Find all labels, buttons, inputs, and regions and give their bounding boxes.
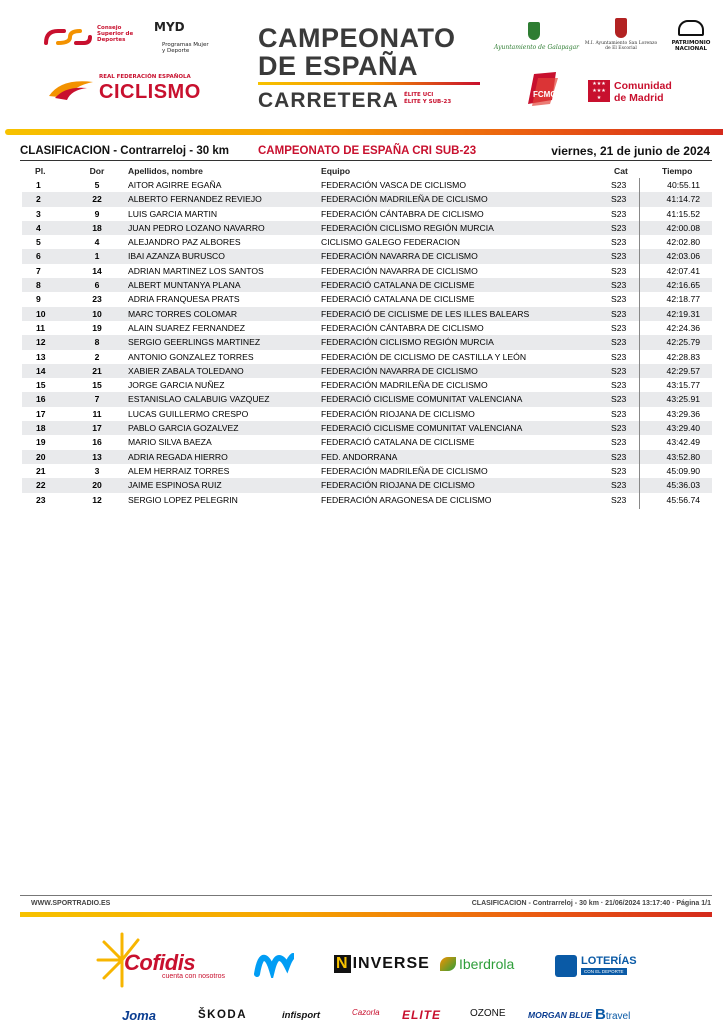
rider-bib: 8: [94, 337, 100, 348]
rider-bib: 2: [94, 351, 100, 362]
footer-divider: [20, 895, 712, 896]
rider-category: S23: [611, 351, 627, 362]
sponsor-cazorla: Cazorla: [352, 1008, 380, 1017]
rider-time: 42:29.57: [666, 365, 700, 376]
rider-team: FEDERACIÓN VASCA DE CICLISMO: [321, 180, 467, 190]
patrimonio-logo: [666, 20, 716, 60]
rider-team: FEDERACIÓN NAVARRA DE CICLISMO: [321, 265, 478, 276]
rider-time: 42:02.80: [666, 237, 700, 248]
rider-time: 43:42.49: [666, 437, 700, 448]
results-table: [22, 164, 712, 507]
escorial-crest-icon: [615, 18, 627, 38]
rider-time: 43:25.91: [666, 394, 700, 405]
sponsor-inverse: [334, 955, 430, 973]
rider-name: IBAI AZANZA BURUSCO: [128, 251, 225, 262]
table-row: [22, 464, 712, 478]
rider-bib: 12: [92, 494, 102, 505]
rider-team: FEDERACIÓ CATALANA DE CICLISME: [321, 280, 475, 291]
rider-bib: 4: [94, 237, 100, 248]
rider-position: 12: [36, 337, 46, 348]
table-row: [22, 350, 712, 364]
rider-team: FEDERACIÓN RIOJANA DE CICLISMO: [321, 480, 475, 491]
rider-category: S23: [611, 365, 627, 376]
table-row: [22, 335, 712, 349]
rider-bib: 1: [94, 251, 100, 262]
rider-bib: 9: [94, 208, 100, 219]
rider-category: S23: [611, 451, 627, 462]
table-row: [22, 478, 712, 492]
rider-team: CICLISMO GALEGO FEDERACION: [321, 237, 460, 248]
rider-team: FEDERACIÓ DE CICLISME DE LES ILLES BALEARS: [321, 308, 530, 319]
rider-category: S23: [611, 322, 627, 333]
rider-category: S23: [611, 294, 627, 305]
sponsor-morgan-blue: MORGAN BLUE: [528, 1010, 593, 1020]
myd-mark: MYD: [154, 20, 185, 34]
loterias-name: LOTERÍAS: [581, 955, 637, 967]
rider-time: 45:56.74: [666, 494, 700, 505]
table-row: [22, 378, 712, 392]
rider-name: ALEJANDRO PAZ ALBORES: [128, 237, 241, 248]
table-row: [22, 192, 712, 206]
rider-time: 42:16.65: [666, 280, 700, 291]
race-date: viernes, 21 de junio de 2024: [551, 144, 710, 158]
csd-logo-icon: [42, 25, 92, 49]
galapagar-logo: [494, 22, 580, 60]
sponsor-infisport: infisport: [282, 1010, 320, 1021]
rider-time: 42:28.83: [666, 351, 700, 362]
rider-category: S23: [611, 480, 627, 491]
rider-team: FEDERACIÓN CICLISMO REGIÓN MURCIA: [321, 337, 494, 348]
rider-team: FEDERACIÓN MADRILEÑA DE CICLISMO: [321, 194, 488, 205]
rider-time: 43:29.36: [666, 408, 700, 419]
galapagar-logo-text: Ayuntamiento de Galapagar: [494, 44, 580, 51]
rider-bib: 6: [94, 280, 100, 291]
category-time-separator: [639, 178, 640, 509]
rider-bib: 15: [92, 380, 102, 391]
rider-team: FEDERACIÓN DE CICLISMO DE CASTILLA Y LEÓN: [321, 351, 527, 362]
cofidis-name: Cofidis: [124, 950, 196, 975]
rider-position: 1: [36, 180, 41, 190]
rider-bib: 19: [92, 322, 102, 333]
rider-bib: 10: [92, 308, 102, 319]
table-header-row: [22, 164, 712, 178]
title-divider: [20, 160, 712, 161]
comunidad-madrid-logo: [588, 78, 688, 106]
rider-category: S23: [611, 194, 627, 205]
rider-bib: 23: [92, 294, 102, 305]
inverse-name: INVERSE: [352, 955, 430, 972]
rider-position: 21: [36, 465, 46, 476]
rider-position: 15: [36, 380, 46, 391]
table-row: [22, 292, 712, 306]
sponsor-skoda: ŠKODA: [198, 1009, 248, 1021]
event-title-divider: [258, 82, 480, 85]
sponsor-joma: Joma: [122, 1008, 156, 1023]
table-row: [22, 264, 712, 278]
table-body: [22, 178, 712, 507]
rider-team: FEDERACIÓN MADRILEÑA DE CICLISMO: [321, 465, 488, 476]
header-bib: Dor: [89, 166, 105, 176]
rider-position: 8: [36, 280, 41, 291]
crown-icon: [678, 20, 704, 36]
rider-team: FEDERACIÓN MADRILEÑA DE CICLISMO: [321, 380, 488, 391]
iberdrola-leaf-icon: [440, 957, 456, 971]
rider-name: JUAN PEDRO LOZANO NAVARRO: [128, 222, 265, 233]
rider-position: 20: [36, 451, 46, 462]
rider-bib: 22: [92, 194, 102, 205]
header-color-stripe: [5, 129, 723, 135]
rider-bib: 5: [94, 180, 100, 190]
btravel-name: travel: [605, 1011, 631, 1022]
rider-team: FEDERACIÓ CICLISME COMUNITAT VALENCIANA: [321, 394, 523, 405]
rider-position: 7: [36, 265, 41, 276]
rider-category: S23: [611, 265, 627, 276]
rider-category: S23: [611, 251, 627, 262]
fcmc-logo: [522, 70, 562, 108]
championship-title: CAMPEONATO DE ESPAÑA CRI SUB-23: [258, 145, 477, 157]
rider-category: S23: [611, 465, 627, 476]
sponsor-movistar-logo: [254, 952, 294, 978]
rfec-logo-title: CICLISMO: [99, 81, 201, 103]
rider-team: FEDERACIÓN NAVARRA DE CICLISMO: [321, 251, 478, 262]
event-title-line1: CAMPEONATO: [258, 23, 456, 53]
table-row: [22, 493, 712, 507]
rider-position: 10: [36, 308, 46, 319]
page-header: [0, 0, 723, 128]
escorial-logo-text: M.I. Ayuntamiento San Lorenzo de El Escorial: [584, 41, 658, 51]
patrimonio-logo-line2: NACIONAL: [675, 46, 707, 52]
rider-position: 17: [36, 408, 46, 419]
rider-time: 45:36.03: [666, 480, 700, 491]
rider-name: ALAIN SUAREZ FERNANDEZ: [128, 322, 245, 333]
cycling-wings-icon: [47, 76, 95, 102]
rider-team: FEDERACIÓN ARAGONESA DE CICLISMO: [321, 494, 492, 505]
myd-logo-text: Programas Mujer y Deporte: [162, 42, 209, 54]
rider-time: 43:29.40: [666, 423, 700, 434]
table-row: [22, 450, 712, 464]
rider-bib: 13: [92, 451, 102, 462]
rider-name: LUCAS GUILLERMO CRESPO: [128, 408, 249, 419]
rider-category: S23: [611, 380, 627, 391]
rider-name: JORGE GARCIA NUÑEZ: [128, 380, 225, 391]
rider-category: S23: [611, 394, 627, 405]
rider-name: PABLO GARCIA GOZALVEZ: [128, 423, 239, 434]
rider-name: AITOR AGIRRE EGAÑA: [128, 180, 222, 190]
rider-position: 19: [36, 437, 46, 448]
rider-name: ANTONIO GONZALEZ TORRES: [128, 351, 254, 362]
rider-name: ADRIA REGADA HIERRO: [128, 451, 228, 462]
sponsor-loterias: [555, 955, 641, 979]
rider-team: FEDERACIÓ CICLISME COMUNITAT VALENCIANA: [321, 423, 523, 434]
rider-name: ALBERT MUNTANYA PLANA: [128, 280, 241, 291]
rider-time: 41:14.72: [666, 194, 700, 205]
table-row: [22, 249, 712, 263]
rider-bib: 7: [94, 394, 100, 405]
rider-name: SERGIO LOPEZ PELEGRIN: [128, 494, 238, 505]
table-row: [22, 392, 712, 406]
galapagar-crest-icon: [528, 22, 540, 40]
madrid-logo-line2: de Madrid: [614, 92, 664, 104]
rider-category: S23: [611, 423, 627, 434]
rider-category: S23: [611, 180, 627, 190]
inverse-mark: N: [336, 955, 349, 972]
rider-name: ALEM HERRAIZ TORRES: [128, 465, 230, 476]
table-row: [22, 321, 712, 335]
rider-name: JAIME ESPINOSA RUIZ: [128, 480, 222, 491]
rider-category: S23: [611, 408, 627, 419]
rider-name: SERGIO GEERLINGS MARTINEZ: [128, 337, 261, 348]
table-row: [22, 207, 712, 221]
rider-position: 5: [36, 237, 41, 248]
rider-team: FEDERACIÓN CICLISMO REGIÓN MURCIA: [321, 222, 494, 233]
csd-logo: [42, 22, 142, 52]
sponsor-btravel: [595, 1006, 630, 1023]
rider-position: 22: [36, 480, 46, 491]
rider-bib: 17: [92, 423, 102, 434]
rider-team: FEDERACIÓN CÁNTABRA DE CICLISMO: [321, 322, 484, 333]
madrid-logo-line1: Comunidad: [614, 80, 672, 92]
rider-position: 16: [36, 394, 46, 405]
event-title-block: [258, 23, 483, 112]
btravel-mark: B: [595, 1006, 606, 1023]
header-position: Pl.: [35, 166, 46, 176]
rider-bib: 14: [92, 265, 102, 276]
rider-bib: 21: [92, 365, 102, 376]
csd-logo-text: Consejo Superior de Deportes: [97, 25, 134, 43]
rider-position: 23: [36, 494, 46, 505]
sponsor-iberdrola: [440, 956, 514, 972]
escorial-logo: [584, 18, 658, 58]
fcmc-logo-text: FCMC: [533, 90, 557, 99]
rider-position: 2: [36, 194, 41, 205]
rider-time: 40:55.11: [667, 180, 700, 190]
rider-bib: 3: [94, 465, 100, 476]
rider-team: FEDERACIÓN RIOJANA DE CICLISMO: [321, 408, 475, 419]
footer-website: WWW.SPORTRADIO.ES: [31, 900, 111, 907]
table-row: [22, 278, 712, 292]
rider-time: 43:15.77: [666, 380, 700, 391]
rider-time: 42:19.31: [666, 308, 700, 319]
table-row: [22, 307, 712, 321]
rider-category: S23: [611, 208, 627, 219]
loterias-icon: [555, 955, 577, 977]
rider-name: ADRIAN MARTINEZ LOS SANTOS: [128, 265, 264, 276]
rider-bib: 20: [92, 480, 102, 491]
rider-team: FEDERACIÓN NAVARRA DE CICLISMO: [321, 365, 478, 376]
rider-time: 43:52.80: [666, 451, 700, 462]
rider-name: ADRIA FRANQUESA PRATS: [128, 294, 240, 305]
rider-position: 3: [36, 208, 41, 219]
rider-name: LUIS GARCIA MARTIN: [128, 208, 218, 219]
rfec-logo-subtitle: REAL FEDERACIÓN ESPAÑOLA: [99, 74, 191, 80]
rider-name: MARIO SILVA BAEZA: [128, 437, 212, 448]
rider-name: MARC TORRES COLOMAR: [128, 308, 238, 319]
rider-position: 18: [36, 423, 46, 434]
footer-page-info: CLASIFICACION - Contrarreloj - 30 km · 21/06/2024 13:17:40 · Página 1/1: [471, 900, 711, 907]
rider-category: S23: [611, 222, 627, 233]
rider-time: 42:25.79: [666, 337, 700, 348]
rider-bib: 11: [92, 408, 102, 419]
event-title-line2: DE ESPAÑA: [258, 51, 419, 81]
header-category: Cat: [614, 166, 628, 176]
rider-time: 42:00.08: [666, 222, 700, 233]
rider-time: 42:07.41: [666, 265, 700, 276]
loterias-sub: CON EL DEPORTE: [581, 968, 627, 975]
rider-name: XABIER ZABALA TOLEDANO: [128, 365, 244, 376]
rider-bib: 18: [92, 222, 102, 233]
header-name: Apellidos, nombre: [128, 166, 203, 176]
rider-category: S23: [611, 437, 627, 448]
table-row: [22, 221, 712, 235]
sponsor-cofidis: [96, 930, 226, 994]
rider-team: FEDERACIÓN CÁNTABRA DE CICLISMO: [321, 208, 484, 219]
rider-category: S23: [611, 337, 627, 348]
table-row: [22, 435, 712, 449]
myd-logo: [152, 20, 212, 60]
rider-time: 41:15.52: [666, 208, 700, 219]
table-row: [22, 178, 712, 192]
rider-bib: 16: [92, 437, 102, 448]
rider-position: 4: [36, 222, 41, 233]
event-category-elite-uci: ÉLITE UCI: [404, 92, 434, 98]
rider-position: 13: [36, 351, 46, 362]
table-row: [22, 407, 712, 421]
event-title-line3: CARRETERA: [258, 89, 399, 112]
rider-position: 11: [36, 322, 46, 333]
table-row: [22, 421, 712, 435]
table-row: [22, 364, 712, 378]
header-team: Equipo: [321, 166, 351, 176]
patrimonio-logo-line1: PATRIMONIO: [671, 40, 711, 46]
rider-category: S23: [611, 494, 627, 505]
rider-category: S23: [611, 308, 627, 319]
rider-position: 6: [36, 251, 41, 262]
classification-title: CLASIFICACION - Contrarreloj - 30 km: [20, 145, 229, 157]
rider-category: S23: [611, 237, 627, 248]
sponsor-elite: ELITE: [402, 1008, 442, 1022]
iberdrola-name: Iberdrola: [459, 956, 515, 972]
rfec-logo: [47, 72, 207, 106]
madrid-stars-icon: ★★★ ★★★ ★: [588, 80, 610, 102]
rider-team: FEDERACIÓ CATALANA DE CICLISME: [321, 437, 475, 448]
rider-position: 14: [36, 365, 46, 376]
rider-name: ALBERTO FERNANDEZ REVIEJO: [128, 194, 262, 205]
rider-time: 42:03.06: [666, 251, 700, 262]
rider-category: S23: [611, 280, 627, 291]
table-row: [22, 235, 712, 249]
rider-position: 9: [36, 294, 41, 305]
rider-time: 45:09.90: [666, 465, 700, 476]
rider-team: FED. ANDORRANA: [321, 451, 398, 462]
rider-time: 42:24.36: [666, 322, 700, 333]
footer-color-stripe: [20, 912, 712, 917]
cofidis-slogan: cuenta con nosotros: [162, 973, 226, 980]
rider-name: ESTANISLAO CALABUIG VAZQUEZ: [128, 394, 270, 405]
event-category-elite-sub23: ÉLITE Y SUB-23: [404, 99, 452, 105]
event-categories: [404, 92, 451, 106]
rider-time: 42:18.77: [666, 294, 700, 305]
header-time: Tiempo: [662, 166, 693, 176]
rider-team: FEDERACIÓ CATALANA DE CICLISME: [321, 294, 475, 305]
sponsor-ozone: OZONE: [470, 1008, 506, 1019]
